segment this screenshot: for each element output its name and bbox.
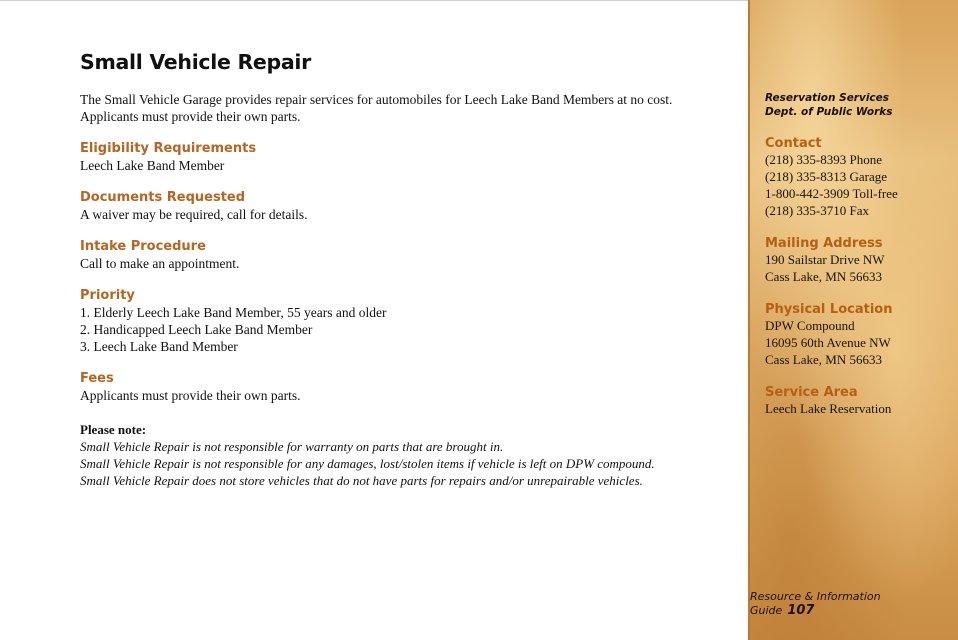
page-number: 107 [787, 603, 815, 618]
sidebar-heading: Physical Location [765, 302, 893, 317]
section-heading: Fees [80, 371, 114, 386]
section-heading: Eligibility Requirements [80, 141, 257, 156]
address-line: 16095 60th Avenue NW [765, 335, 891, 350]
section-documents [80, 189, 740, 223]
section-heading: Documents Requested [80, 190, 246, 205]
guide-title: Resource & Information Guide [750, 590, 881, 617]
sidebar-mailing-address [765, 236, 955, 285]
address-line: Cass Lake, MN 56633 [765, 269, 882, 284]
phone-number: (218) 335-8393 Phone [765, 152, 882, 167]
sidebar-physical-location [765, 302, 955, 368]
fax-number: (218) 335-3710 Fax [765, 203, 869, 218]
sidebar-contact [765, 136, 955, 219]
note-line: Small Vehicle Repair is not responsible for any damages, lost/stolen items if vehicle is left on DPW compound. [80, 456, 655, 471]
address-line: DPW Compound [765, 318, 855, 333]
sidebar-heading: Contact [765, 136, 822, 151]
section-line: Leech Lake Band Member [80, 158, 225, 173]
org-line: Reservation Services [765, 92, 890, 104]
section-line: A waiver may be required, call for details. [80, 207, 308, 222]
section-intake [80, 238, 740, 272]
priority-item: 3. Leech Lake Band Member [80, 339, 238, 354]
sidebar-content [765, 91, 955, 417]
section-heading: Intake Procedure [80, 239, 206, 254]
section-priority [80, 287, 740, 355]
org-name [765, 91, 955, 119]
section-line: Applicants must provide their own parts. [80, 388, 301, 403]
intro-paragraph [80, 91, 740, 125]
note-heading: Please note: [80, 422, 147, 437]
section-heading: Priority [80, 288, 135, 303]
sidebar-heading: Service Area [765, 385, 858, 400]
page-title: Small Vehicle Repair [80, 50, 311, 74]
sidebar-heading: Mailing Address [765, 236, 883, 251]
section-fees [80, 370, 740, 404]
phone-number: 1-800-442-3909 Toll-free [765, 186, 898, 201]
section-eligibility [80, 140, 740, 174]
section-line: Call to make an appointment. [80, 256, 240, 271]
note-line: Small Vehicle Repair does not store vehicles that do not have parts for repairs and/or unrepairable vehicles. [80, 473, 643, 488]
please-note-block [80, 421, 740, 489]
org-line: Dept. of Public Works [765, 106, 893, 118]
priority-item: 2. Handicapped Leech Lake Band Member [80, 322, 313, 337]
intro-line: The Small Vehicle Garage provides repair services for automobiles for Leech Lake Band Members at no cost. [80, 92, 673, 107]
address-line: Cass Lake, MN 56633 [765, 352, 882, 367]
main-content [80, 48, 740, 489]
contact-sidebar [748, 0, 958, 640]
address-line: 190 Sailstar Drive NW [765, 252, 885, 267]
service-area-value: Leech Lake Reservation [765, 401, 892, 416]
phone-number: (218) 335-8313 Garage [765, 169, 888, 184]
note-line: Small Vehicle Repair is not responsible for warranty on parts that are brought in. [80, 439, 504, 454]
sidebar-service-area [765, 385, 955, 417]
intro-line: Applicants must provide their own parts. [80, 109, 301, 124]
page-footer [750, 590, 936, 618]
priority-item: 1. Elderly Leech Lake Band Member, 55 years and older [80, 305, 387, 320]
